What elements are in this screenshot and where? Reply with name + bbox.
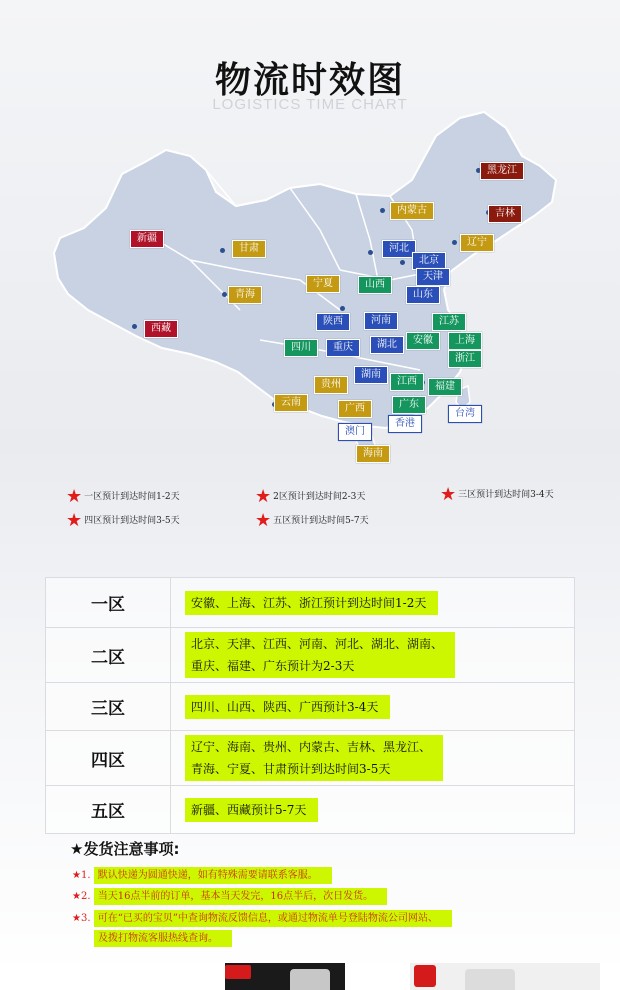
province-taiwan: 台湾 <box>448 405 482 423</box>
zone-name: 三区 <box>46 683 171 731</box>
table-row <box>46 731 575 786</box>
map-dot <box>340 306 345 311</box>
province-jiangxi: 江西 <box>390 373 424 391</box>
zone-name: 二区 <box>46 628 171 683</box>
province-heilongjiang: 黑龙江 <box>480 162 524 180</box>
map-dot <box>400 260 405 265</box>
zone-desc: 四川、山西、陕西、广西预计3-4天 <box>171 683 575 731</box>
zone-name: 四区 <box>46 731 171 786</box>
legend-zone-4: ★ 四区预计到达时间3-5天 <box>66 510 180 531</box>
province-shandong: 山东 <box>406 286 440 304</box>
province-aomen: 澳门 <box>338 423 372 441</box>
province-hubei: 湖北 <box>370 336 404 354</box>
map-dot <box>368 250 373 255</box>
page-subtitle: LOGISTICS TIME CHART <box>212 96 408 113</box>
province-hebei: 河北 <box>382 240 416 258</box>
star-icon: ★ <box>66 486 83 507</box>
province-sichuan: 四川 <box>284 339 318 357</box>
china-map <box>40 110 590 470</box>
notice-item: ★2. 当天16点半前的订单，基本当天发完，16点半后，次日发货。 <box>72 888 387 905</box>
province-liaoning: 辽宁 <box>460 234 494 252</box>
province-chongqing: 重庆 <box>326 339 360 357</box>
product-thumbnail <box>290 969 330 990</box>
notice-title: ★发货注意事项: <box>70 840 180 858</box>
province-yunnan: 云南 <box>274 394 308 412</box>
notice-item: 及拨打物流客服热线查询。 <box>94 930 232 947</box>
province-henan: 河南 <box>364 312 398 330</box>
notice-item: ★1. 默认快递为圆通快递，如有特殊需要请联系客服。 <box>72 867 332 884</box>
legend-zone-5: ★ 五区预计到达时间5-7天 <box>255 510 369 531</box>
zone-desc: 北京、天津、江西、河南、河北、湖北、湖南、 重庆、福建、广东预计为2-3天 <box>171 628 575 683</box>
table-row <box>46 786 575 834</box>
province-jilin: 吉林 <box>488 205 522 223</box>
province-hunan: 湖南 <box>354 366 388 384</box>
product-thumbnail <box>465 969 515 990</box>
legend-zone-1: ★ 一区预计到达时间1-2天 <box>66 486 180 507</box>
province-anhui: 安徽 <box>406 332 440 350</box>
province-shanghai: 上海 <box>448 332 482 350</box>
province-ningxia: 宁夏 <box>306 275 340 293</box>
brand-logo <box>414 965 436 987</box>
legend-zone-3: ★ 三区预计到达时间3-4天 <box>440 484 554 505</box>
province-guangdong: 广东 <box>392 396 426 414</box>
province-guangxi: 广西 <box>338 400 372 418</box>
province-xianggang: 香港 <box>388 415 422 433</box>
map-dot <box>380 208 385 213</box>
bottom-product-strip <box>0 963 620 990</box>
notice-item: ★3. 可在“已买的宝贝”中查询物流反馈信息，或通过物流单号登陆物流公司网站、 <box>72 910 452 927</box>
brand-logo <box>225 965 251 979</box>
map-dot <box>220 248 225 253</box>
province-shanxi: 山西 <box>358 276 392 294</box>
star-icon: ★ <box>440 484 457 505</box>
province-hainan: 海南 <box>356 445 390 463</box>
province-jiangsu: 江苏 <box>432 313 466 331</box>
province-beijing: 北京 <box>412 252 446 270</box>
map-dot <box>452 240 457 245</box>
star-icon: ★ <box>255 486 272 507</box>
province-xizang: 西藏 <box>144 320 178 338</box>
province-zhejiang: 浙江 <box>448 350 482 368</box>
zone-desc: 安徽、上海、江苏、浙江预计到达时间1-2天 <box>171 578 575 628</box>
table-row <box>46 683 575 731</box>
province-fujian: 福建 <box>428 378 462 396</box>
province-qinghai: 青海 <box>228 286 262 304</box>
zone-desc: 新疆、西藏预计5-7天 <box>171 786 575 834</box>
province-gansu: 甘肃 <box>232 240 266 258</box>
zone-table <box>45 577 575 834</box>
province-xinjiang: 新疆 <box>130 230 164 248</box>
map-dot <box>222 292 227 297</box>
province-shaanxi: 陕西 <box>316 313 350 331</box>
legend-zone-2: ★ 2区预计到达时间2-3天 <box>255 486 366 507</box>
star-icon: ★ <box>255 510 272 531</box>
zone-name: 一区 <box>46 578 171 628</box>
table-row <box>46 578 575 628</box>
table-row <box>46 628 575 683</box>
zone-name: 五区 <box>46 786 171 834</box>
star-icon: ★ <box>66 510 83 531</box>
page-title: 物流时效图 <box>214 60 405 101</box>
map-dot <box>132 324 137 329</box>
province-neimenggu: 内蒙古 <box>390 202 434 220</box>
province-tianjin: 天津 <box>416 268 450 286</box>
province-guizhou: 贵州 <box>314 376 348 394</box>
zone-desc: 辽宁、海南、贵州、内蒙古、吉林、黑龙江、 青海、宁夏、甘肃预计到达时间3-5天 <box>171 731 575 786</box>
